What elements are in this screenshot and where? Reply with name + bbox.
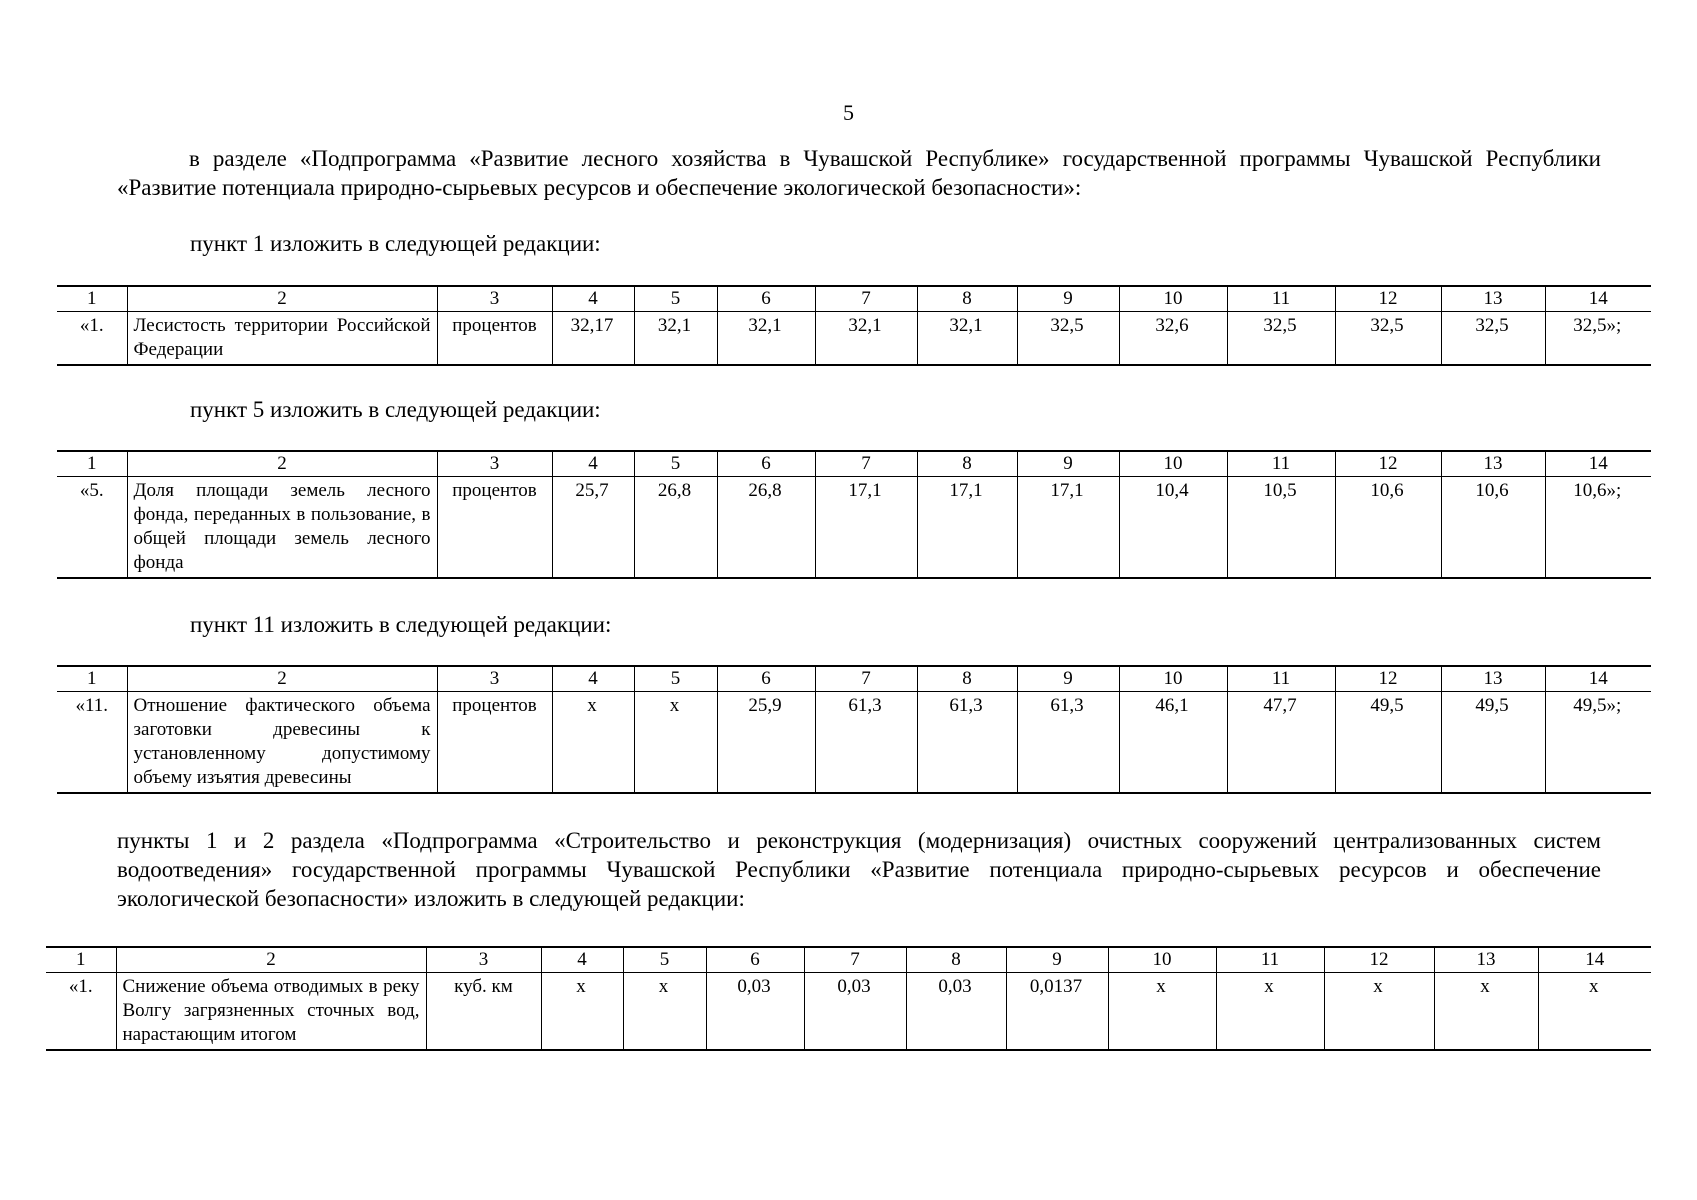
value-cell: х [1108, 973, 1216, 1051]
value-cell: 32,5»; [1545, 312, 1651, 366]
header-cell: 12 [1335, 666, 1441, 692]
value-cell: 49,5 [1335, 692, 1441, 794]
value-cell: 61,3 [1017, 692, 1119, 794]
header-cell: 5 [623, 947, 706, 973]
value-cell: х [541, 973, 623, 1051]
header-cell: 2 [127, 286, 437, 312]
value-cell: 10,6»; [1545, 477, 1651, 579]
header-cell: 2 [116, 947, 426, 973]
header-cell: 12 [1324, 947, 1434, 973]
header-cell: 9 [1017, 451, 1119, 477]
value-cell: 25,9 [717, 692, 815, 794]
header-cell: 13 [1441, 451, 1545, 477]
header-cell: 10 [1119, 286, 1227, 312]
item5-caption: пункт 5 изложить в следующей редакции: [190, 397, 601, 422]
value-cell: 32,5 [1441, 312, 1545, 366]
table-header-row [57, 666, 1651, 692]
value-cell: х [1324, 973, 1434, 1051]
header-cell: 7 [815, 666, 917, 692]
header-cell: 11 [1216, 947, 1324, 973]
header-cell: 12 [1335, 286, 1441, 312]
row-number: «11. [57, 692, 127, 794]
header-cell: 3 [437, 666, 552, 692]
value-cell: 10,4 [1119, 477, 1227, 579]
header-cell: 6 [706, 947, 804, 973]
value-cell: х [1538, 973, 1651, 1051]
header-cell: 2 [127, 666, 437, 692]
item1-caption: пункт 1 изложить в следующей редакции: [190, 231, 601, 256]
row-number: «1. [57, 312, 127, 366]
header-cell: 9 [1017, 666, 1119, 692]
unit-cell: процентов [437, 692, 552, 794]
value-cell: 10,5 [1227, 477, 1335, 579]
table-row [57, 312, 1651, 366]
header-cell: 5 [634, 286, 717, 312]
indicator-name: Отношение фактического объема заготовки древесины к установленному допустимому объему изъятия древесины [127, 692, 437, 794]
value-cell: 32,5 [1335, 312, 1441, 366]
indicator-name: Лесистость территории Российской Федерации [127, 312, 437, 366]
item11-caption: пункт 11 изложить в следующей редакции: [190, 612, 612, 637]
value-cell: х [623, 973, 706, 1051]
header-cell: 2 [127, 451, 437, 477]
value-cell: 61,3 [917, 692, 1017, 794]
value-cell: х [634, 692, 717, 794]
header-cell: 8 [917, 451, 1017, 477]
value-cell: х [552, 692, 634, 794]
header-cell: 13 [1434, 947, 1538, 973]
indicator-name: Доля площади земель лесного фонда, переданных в пользование, в общей площади земель лесного фонда [127, 477, 437, 579]
header-cell: 1 [57, 451, 127, 477]
value-cell: 17,1 [815, 477, 917, 579]
header-cell: 6 [717, 666, 815, 692]
header-cell: 3 [437, 286, 552, 312]
value-cell: 0,0137 [1006, 973, 1108, 1051]
value-cell: 32,1 [717, 312, 815, 366]
value-cell: х [1434, 973, 1538, 1051]
header-cell: 9 [1006, 947, 1108, 973]
section2-paragraph: пункты 1 и 2 раздела «Подпрограмма «Строительство и реконструкция (модернизация) очистных сооружений централизованных систем водоотведения» государственной программы Чувашской Республики «Развитие потенциала природно-сырьевых ресурсов и обеспечение экологической безопасности» изложить в следующей редакции: [117, 828, 1601, 911]
intro-paragraph: в разделе «Подпрограмма «Развитие лесного хозяйства в Чувашской Республике» государственной программы Чувашской Республики «Развитие потенциала природно-сырьевых ресурсов и обеспечение экологической безопасности»: [117, 146, 1601, 200]
header-cell: 11 [1227, 286, 1335, 312]
row-number: «5. [57, 477, 127, 579]
header-cell: 14 [1545, 451, 1651, 477]
header-cell: 13 [1441, 286, 1545, 312]
header-cell: 6 [717, 286, 815, 312]
table-row [46, 973, 1651, 1051]
header-cell: 8 [917, 666, 1017, 692]
header-cell: 14 [1545, 666, 1651, 692]
header-cell: 1 [57, 286, 127, 312]
value-cell: 17,1 [917, 477, 1017, 579]
header-cell: 5 [634, 666, 717, 692]
header-cell: 6 [717, 451, 815, 477]
value-cell: 0,03 [906, 973, 1006, 1051]
header-cell: 10 [1119, 451, 1227, 477]
header-cell: 11 [1227, 451, 1335, 477]
header-cell: 10 [1119, 666, 1227, 692]
header-cell: 1 [57, 666, 127, 692]
header-cell: 14 [1538, 947, 1651, 973]
header-cell: 4 [541, 947, 623, 973]
table-header-row [46, 947, 1651, 973]
header-cell: 7 [804, 947, 906, 973]
item5-table [57, 450, 1651, 579]
header-cell: 1 [46, 947, 116, 973]
indicator-name: Снижение объема отводимых в реку Волгу загрязненных сточных вод, нарастающим итогом [116, 973, 426, 1051]
table-row [57, 477, 1651, 579]
section2-table [46, 946, 1651, 1051]
value-cell: 32,1 [917, 312, 1017, 366]
value-cell: 47,7 [1227, 692, 1335, 794]
value-cell: 49,5 [1441, 692, 1545, 794]
value-cell: 61,3 [815, 692, 917, 794]
value-cell: 32,1 [634, 312, 717, 366]
header-cell: 11 [1227, 666, 1335, 692]
unit-cell: процентов [437, 477, 552, 579]
header-cell: 4 [552, 286, 634, 312]
value-cell: 10,6 [1335, 477, 1441, 579]
value-cell: 0,03 [804, 973, 906, 1051]
value-cell: 32,17 [552, 312, 634, 366]
value-cell: 32,5 [1227, 312, 1335, 366]
header-cell: 5 [634, 451, 717, 477]
header-cell: 4 [552, 451, 634, 477]
table-header-row [57, 286, 1651, 312]
value-cell: 46,1 [1119, 692, 1227, 794]
table-header-row [57, 451, 1651, 477]
value-cell: 26,8 [634, 477, 717, 579]
header-cell: 8 [917, 286, 1017, 312]
value-cell: 32,5 [1017, 312, 1119, 366]
header-cell: 13 [1441, 666, 1545, 692]
item11-table [57, 665, 1651, 794]
header-cell: 4 [552, 666, 634, 692]
header-cell: 8 [906, 947, 1006, 973]
header-cell: 12 [1335, 451, 1441, 477]
value-cell: 26,8 [717, 477, 815, 579]
header-cell: 9 [1017, 286, 1119, 312]
header-cell: 3 [437, 451, 552, 477]
value-cell: 0,03 [706, 973, 804, 1051]
value-cell: 49,5»; [1545, 692, 1651, 794]
page-number: 5 [843, 100, 854, 125]
header-cell: 10 [1108, 947, 1216, 973]
row-number: «1. [46, 973, 116, 1051]
value-cell: 25,7 [552, 477, 634, 579]
unit-cell: процентов [437, 312, 552, 366]
item1-table [57, 285, 1651, 366]
value-cell: 17,1 [1017, 477, 1119, 579]
header-cell: 7 [815, 286, 917, 312]
header-cell: 7 [815, 451, 917, 477]
table-row [57, 692, 1651, 794]
value-cell: 32,6 [1119, 312, 1227, 366]
value-cell: х [1216, 973, 1324, 1051]
value-cell: 10,6 [1441, 477, 1545, 579]
header-cell: 14 [1545, 286, 1651, 312]
value-cell: 32,1 [815, 312, 917, 366]
header-cell: 3 [426, 947, 541, 973]
unit-cell: куб. км [426, 973, 541, 1051]
